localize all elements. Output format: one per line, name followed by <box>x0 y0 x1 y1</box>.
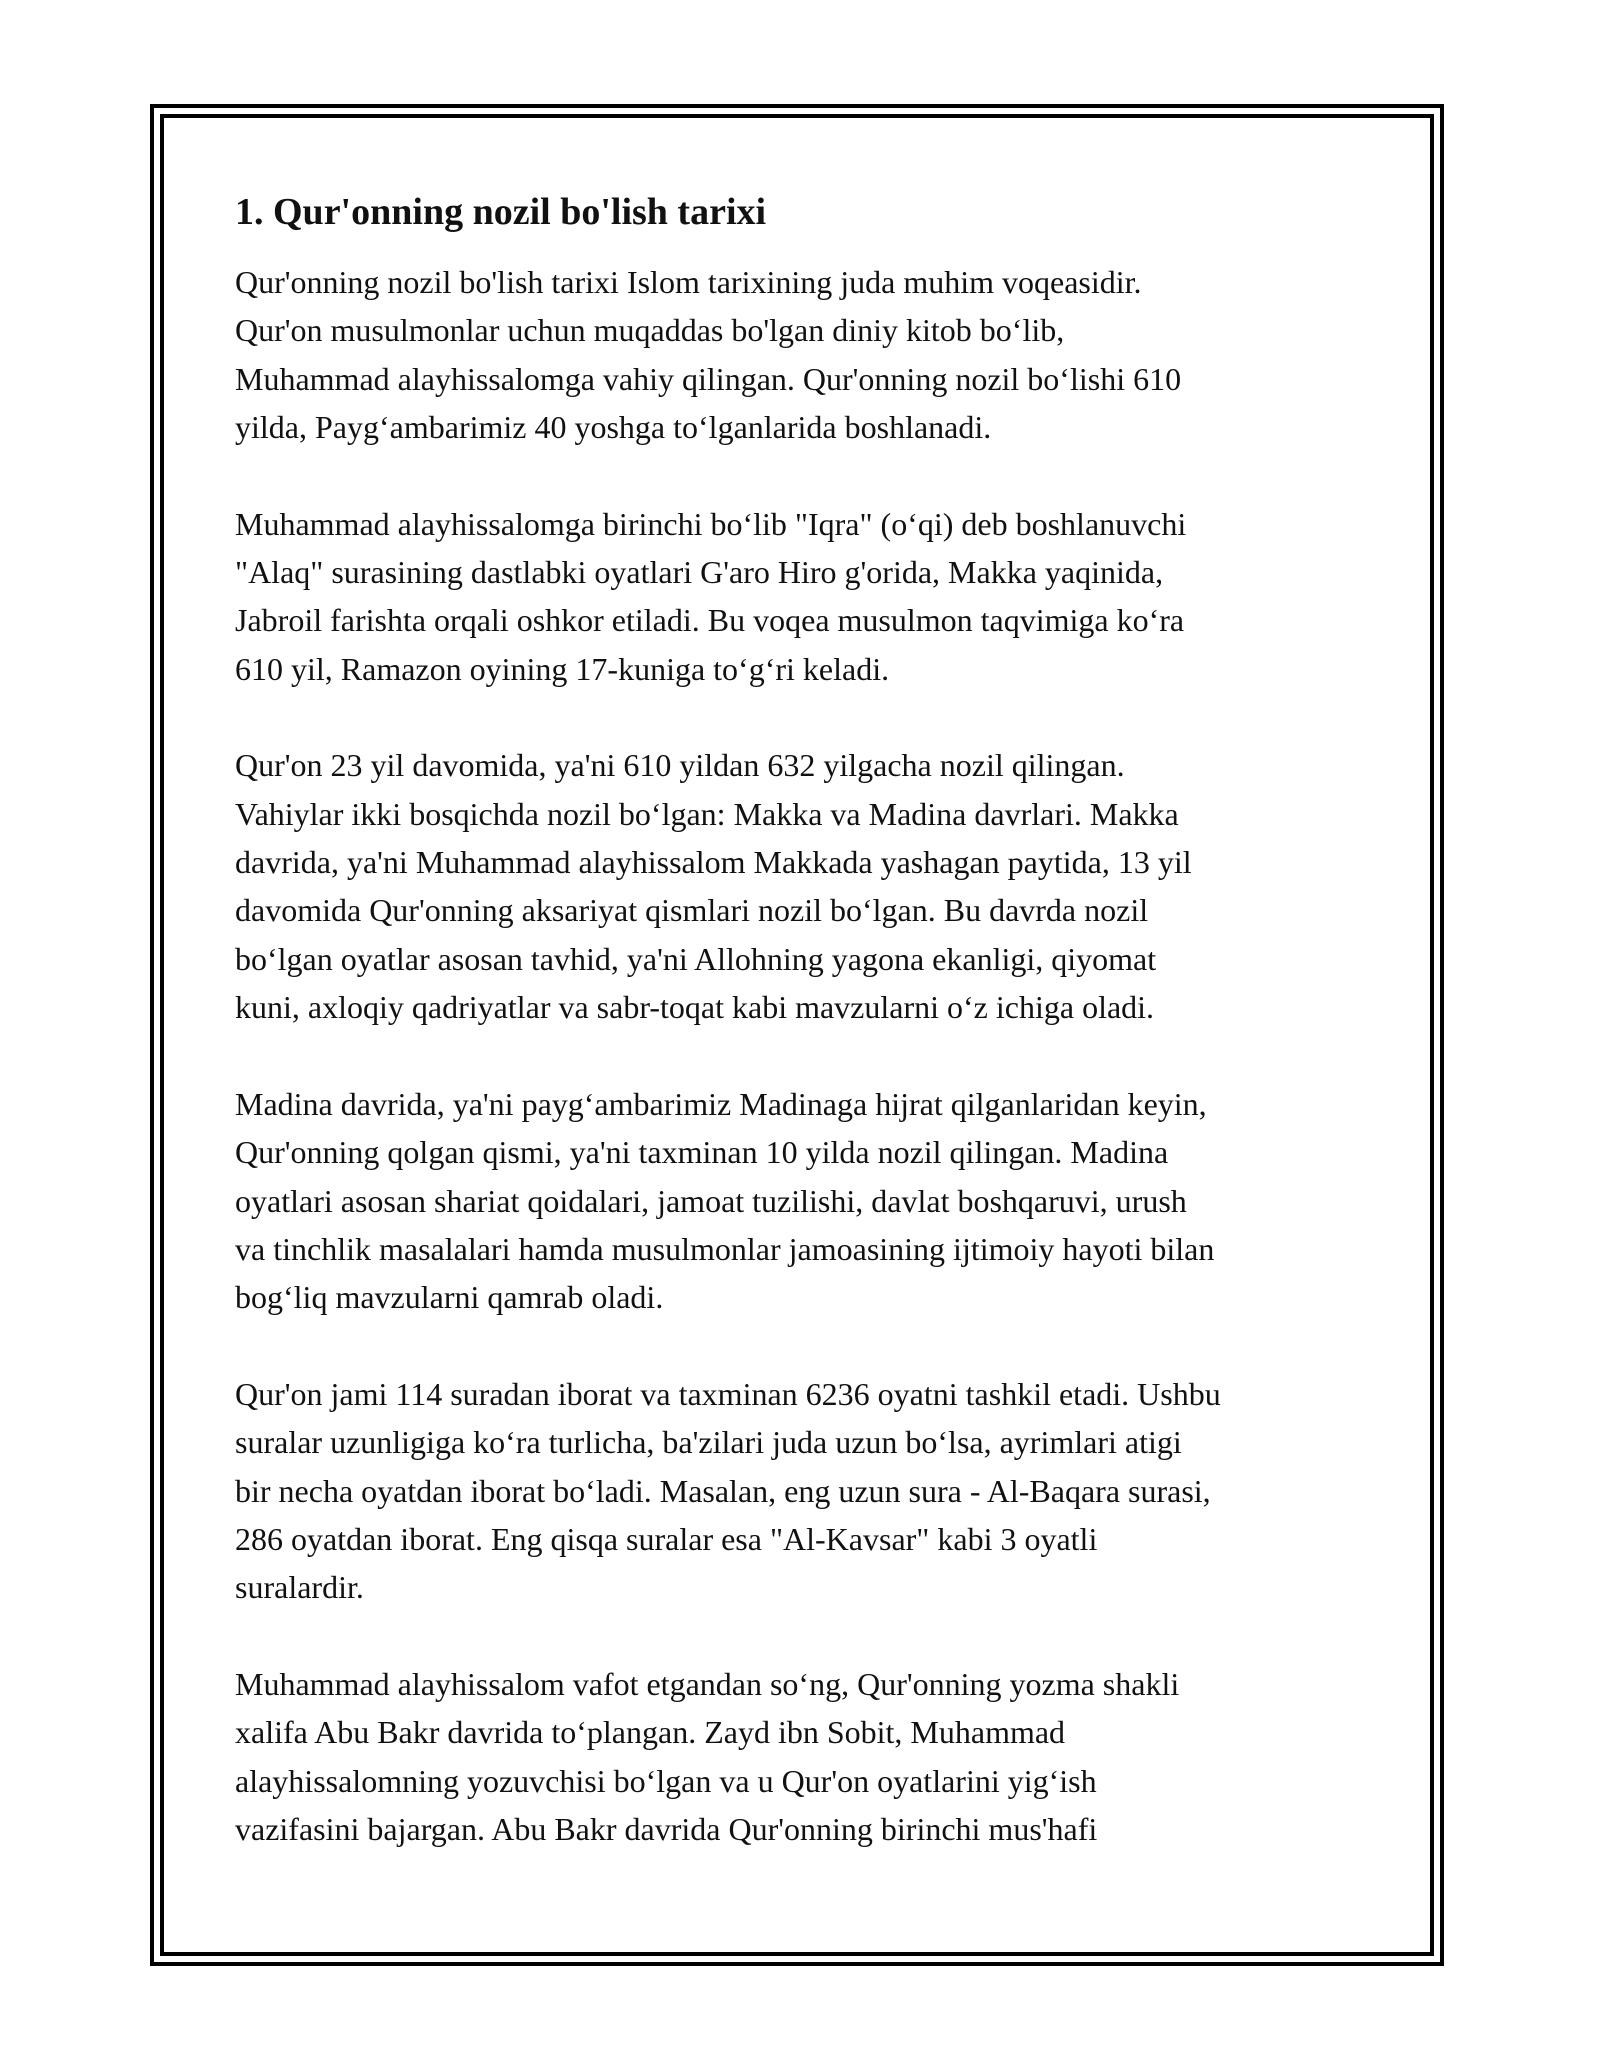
paragraph-line: Qur'onning qolgan qismi, ya'ni taxminan 10 yilda nozil qilingan. Madina <box>235 1134 1169 1171</box>
paragraph-line: vazifasini bajargan. Abu Bakr davrida Qur'onning birinchi mus'hafi <box>235 1810 1098 1847</box>
paragraph-5 <box>235 1370 1365 1612</box>
paragraph-line: Muhammad alayhissalom vafot etgandan so‘ng, Qur'onning yozma shakli <box>235 1665 1180 1702</box>
paragraph-line: Muhammad alayhissalomga vahiy qilingan. Qur'onning nozil bo‘lishi 610 <box>235 360 1182 397</box>
paragraph-line: Qur'on jami 114 suradan iborat va taxminan 6236 oyatni tashkil etadi. Ushbu <box>235 1375 1221 1412</box>
paragraph-line: 610 yil, Ramazon oyining 17-kuniga to‘g‘ri keladi. <box>235 650 890 687</box>
paragraph-line: Qur'on musulmonlar uchun muqaddas bo'lgan diniy kitob bo‘lib, <box>235 312 1065 349</box>
paragraph-line: kuni, axloqiy qadriyatlar va sabr-toqat kabi mavzularni o‘z ichiga oladi. <box>235 989 1155 1026</box>
paragraph-line: bo‘lgan oyatlar asosan tavhid, ya'ni Allohning yagona ekanligi, qiyomat <box>235 940 1157 977</box>
paragraph-line: 286 oyatdan iborat. Eng qisqa suralar esa "Al-Kavsar" kabi 3 oyatli <box>235 1520 1098 1557</box>
paragraph-line: "Alaq" surasining dastlabki oyatlari G'aro Hiro g'orida, Makka yaqinida, <box>235 554 1164 591</box>
document-title: 1. Qur'onning nozil bo'lish tarixi <box>235 191 767 233</box>
paragraph-line: va tinchlik masalalari hamda musulmonlar jamoasining ijtimoiy hayoti bilan <box>235 1230 1215 1267</box>
paragraph-1 <box>235 258 1365 452</box>
paragraph-line: Qur'onning nozil bo'lish tarixi Islom tarixining juda muhim voqeasidir. <box>235 264 1142 300</box>
paragraph-line: suralardir. <box>235 1569 364 1606</box>
paragraph-line: xalifa Abu Bakr davrida to‘plangan. Zayd ibn Sobit, Muhammad <box>235 1714 1066 1751</box>
paragraph-2 <box>235 500 1365 694</box>
paragraph-line: alayhissalomning yozuvchisi bo‘lgan va u Qur'on oyatlarini yig‘ish <box>235 1762 1097 1799</box>
paragraph-line: Jabroil farishta orqali oshkor etiladi. Bu voqea musulmon taqvimiga ko‘ra <box>235 602 1185 639</box>
paragraph-line: suralar uzunligiga ko‘ra turlicha, ba'zilari juda uzun bo‘lsa, ayrimlari atigi <box>235 1424 1182 1461</box>
paragraph-line: bir necha oyatdan iborat bo‘ladi. Masalan, eng uzun sura - Al-Baqara surasi, <box>235 1472 1211 1509</box>
paragraph-4 <box>235 1080 1365 1322</box>
paragraph-line: Muhammad alayhissalomga birinchi bo‘lib "Iqra" (o‘qi) deb boshlanuvchi <box>235 505 1187 542</box>
document-body <box>235 188 1365 1901</box>
paragraph-line: Qur'on 23 yil davomida, ya'ni 610 yildan 632 yilgacha nozil qilingan. <box>235 747 1125 784</box>
paragraph-line: davomida Qur'onning aksariyat qismlari nozil bo‘lgan. Bu davrda nozil <box>235 892 1149 929</box>
paragraph-3 <box>235 741 1365 1031</box>
paragraph-line: bog‘liq mavzularni qamrab oladi. <box>235 1279 664 1316</box>
paragraph-line: yilda, Payg‘ambarimiz 40 yoshga to‘lganlarida boshlanadi. <box>235 409 992 446</box>
paragraph-line: oyatlari asosan shariat qoidalari, jamoat tuzilishi, davlat boshqaruvi, urush <box>235 1182 1187 1219</box>
paragraph-line: Madina davrida, ya'ni payg‘ambarimiz Madinaga hijrat qilganlaridan keyin, <box>235 1085 1207 1122</box>
paragraph-6 <box>235 1660 1365 1854</box>
paragraph-line: davrida, ya'ni Muhammad alayhissalom Makkada yashagan paytida, 13 yil <box>235 844 1192 881</box>
paragraph-line: Vahiylar ikki bosqichda nozil bo‘lgan: Makka va Madina davrlari. Makka <box>235 795 1179 832</box>
